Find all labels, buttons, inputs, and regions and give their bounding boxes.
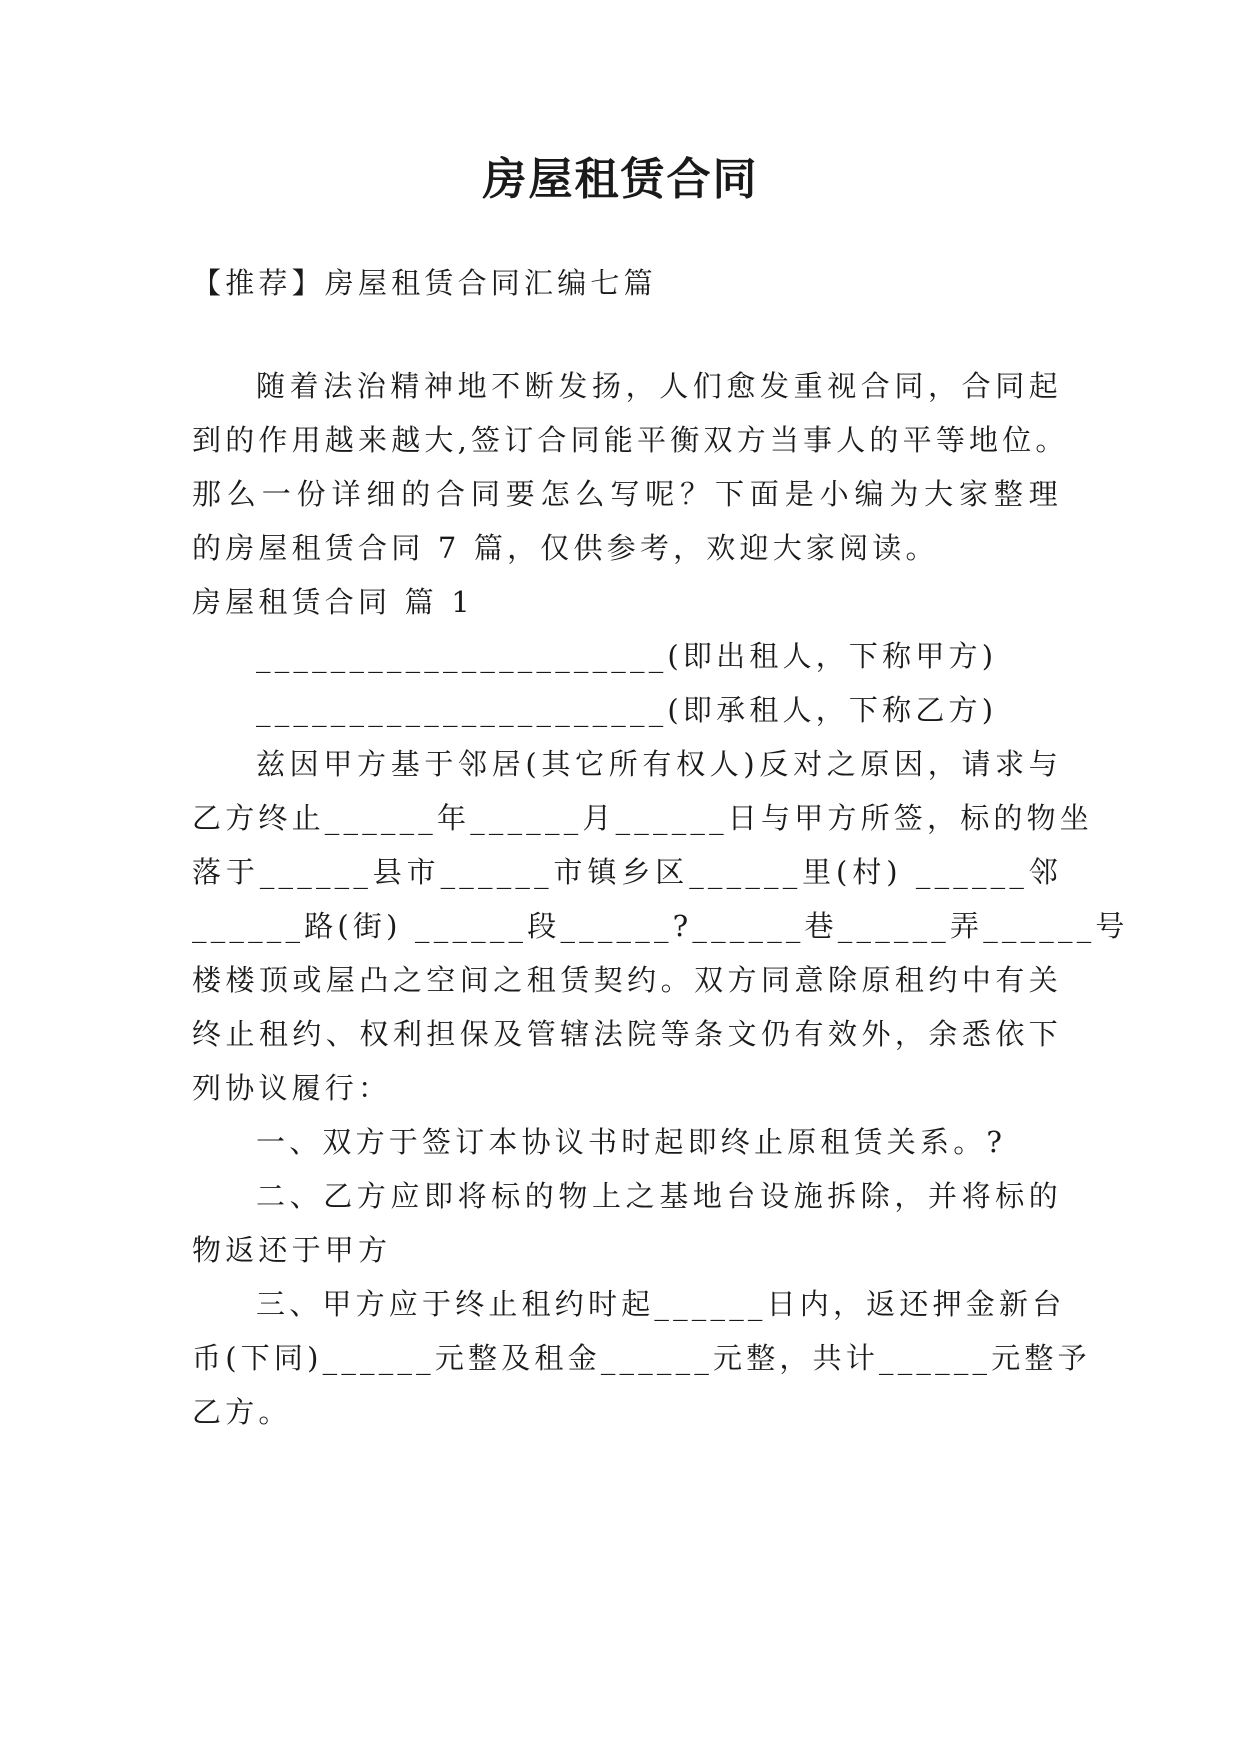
- party-b-line: ______________________(即承租人，下称乙方): [256, 693, 998, 727]
- body-line: 终止租约、权利担保及管辖法院等条文仍有效外，余悉依下: [192, 1017, 1062, 1051]
- clause-3-line: 三、甲方应于终止租约时起______日内，返还押金新台: [256, 1287, 1066, 1321]
- clause-2-line: 物返还于甲方: [192, 1233, 392, 1267]
- body-line: ______路(街) ______段______?______巷______弄______号: [192, 909, 1129, 943]
- body-line: 落于______县市______市镇乡区______里(村) ______邻: [192, 855, 1062, 889]
- body-line: 列协议履行：: [192, 1071, 392, 1105]
- body-line: 兹因甲方基于邻居(其它所有权人)反对之原因，请求与: [256, 747, 1062, 781]
- intro-line: 的房屋租赁合同 7 篇，仅供参考，欢迎大家阅读。: [192, 531, 939, 565]
- body-line: 乙方终止______年______月______日与甲方所签，标的物坐: [192, 801, 1094, 835]
- body-line: 楼楼顶或屋凸之空间之租赁契约。双方同意除原租约中有关: [192, 963, 1062, 997]
- party-a-line: ______________________(即出租人，下称甲方): [256, 639, 998, 673]
- section-heading: 房屋租赁合同 篇 1: [192, 585, 474, 619]
- clause-2-line: 二、乙方应即将标的物上之基地台设施拆除，并将标的: [256, 1179, 1062, 1213]
- recommend-heading: 【推荐】房屋租赁合同汇编七篇: [192, 266, 657, 300]
- clause-3-line: 乙方。: [192, 1395, 292, 1429]
- intro-line: 随着法治精神地不断发扬，人们愈发重视合同，合同起: [256, 369, 1062, 403]
- clause-1: 一、双方于签订本协议书时起即终止原租赁关系。?: [256, 1125, 1007, 1159]
- intro-line: 那么一份详细的合同要怎么写呢？下面是小编为大家整理: [192, 477, 1062, 511]
- intro-line: 到的作用越来越大,签订合同能平衡双方当事人的平等地位。: [192, 423, 1069, 457]
- document-title: 房屋租赁合同: [482, 154, 759, 205]
- clause-3-line: 币(下同)______元整及租金______元整，共计______元整予: [192, 1341, 1091, 1375]
